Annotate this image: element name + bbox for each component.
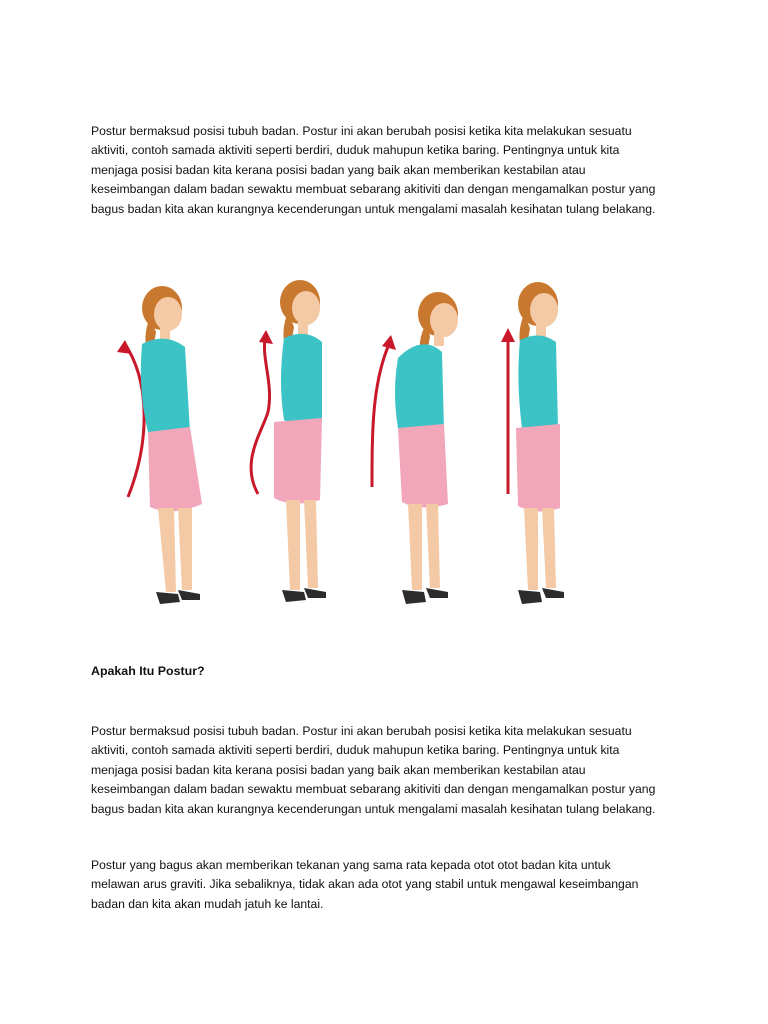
section-heading: Apakah Itu Postur?: [91, 664, 205, 678]
posture-figure-1: [117, 286, 202, 604]
text-line: melawan arus graviti. Jika sebaliknya, tidak akan ada otot yang stabil untuk mengawal keseimbangan: [91, 877, 639, 892]
posture-figure-4: [501, 282, 564, 604]
text-line: Postur bermaksud posisi tubuh badan. Postur ini akan berubah posisi ketika kita melakukan sesuatu: [91, 724, 632, 738]
posture-figure-2: [251, 280, 326, 602]
text-line: bagus badan kita akan kurangnya kecenderungan untuk mengalami masalah kesihatan tulang belakang.: [91, 801, 656, 816]
spine-arrow-2: [251, 334, 269, 494]
text-line: keseimbangan dalam badan sewaktu membuat sebarang akitiviti dan dengan mengamalkan postur yang: [91, 182, 656, 197]
text-line: Postur yang bagus akan memberikan tekanan yang sama rata kepada otot otot badan kita untuk: [91, 858, 611, 872]
spine-arrow-3: [372, 342, 390, 487]
text-line: Postur bermaksud posisi tubuh badan. Postur ini akan berubah posisi ketika kita melakukan sesuatu: [91, 124, 632, 138]
text-line: menjaga posisi badan kita kerana posisi badan yang baik akan memberikan kestabilan atau: [91, 162, 586, 177]
posture-illustration: [100, 272, 580, 628]
intro-paragraph: [91, 122, 691, 219]
text-line: bagus badan kita akan kurangnya kecenderungan untuk mengalami masalah kesihatan tulang belakang.: [91, 201, 656, 216]
text-line: badan dan kita akan mudah jatuh ke lantai.: [91, 896, 324, 911]
text-line: aktiviti, contoh samada aktiviti seperti berdiri, duduk mahupun ketika baring. Pentingnya untuk kita: [91, 143, 620, 158]
text-line: menjaga posisi badan kita kerana posisi badan yang baik akan memberikan kestabilan atau: [91, 762, 586, 777]
body-paragraph-2: [91, 856, 691, 914]
text-line: keseimbangan dalam badan sewaktu membuat sebarang akitiviti dan dengan mengamalkan postur yang: [91, 782, 656, 797]
posture-figure-3: [372, 292, 458, 604]
text-line: aktiviti, contoh samada aktiviti seperti berdiri, duduk mahupun ketika baring. Pentingnya untuk kita: [91, 743, 620, 758]
body-paragraph-1: [91, 722, 691, 819]
